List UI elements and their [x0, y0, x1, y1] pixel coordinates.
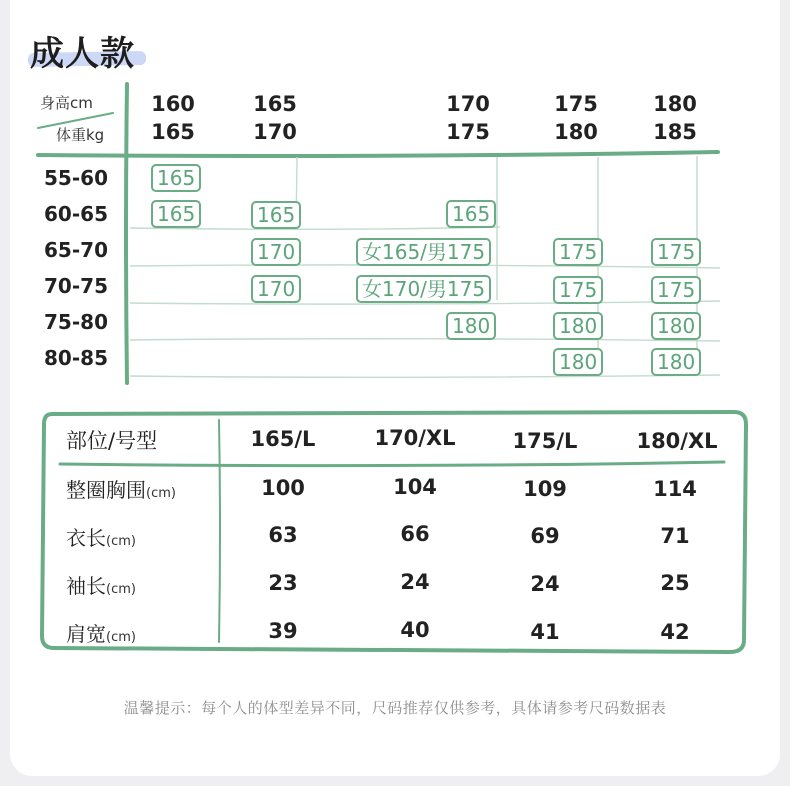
weight-axis-label: 体重kg	[56, 126, 105, 144]
size-tag: 165	[251, 201, 301, 229]
size-tag: 180	[446, 312, 496, 340]
weight-row-6: 80-85	[44, 346, 108, 370]
table-cell: 71	[660, 524, 690, 548]
table-row-label: 肩宽(cm)	[66, 622, 136, 646]
table-cell: 23	[268, 571, 298, 595]
size-tip-note: 温馨提示：每个人的体型差异不同，尺码推荐仅供参考，具体请参考尺码数据表	[123, 699, 667, 717]
table-cell: 109	[523, 477, 567, 501]
weight-row-4: 70-75	[44, 274, 108, 298]
weight-row-2: 60-65	[44, 202, 108, 226]
size-tag: 女165/男175	[356, 238, 491, 266]
table-cell: 69	[530, 524, 560, 548]
table-cell: 41	[530, 620, 560, 644]
size-tag: 165	[151, 164, 201, 192]
height-col-2: 165 170	[253, 92, 297, 144]
height-col-5: 180 185	[653, 92, 697, 144]
table-cell: 63	[268, 523, 298, 547]
size-tag: 180	[651, 348, 701, 376]
table-cell: 104	[393, 475, 437, 499]
size-tag: 175	[553, 238, 603, 266]
size-tag: 180	[651, 312, 701, 340]
table-cell: 40	[400, 618, 430, 642]
table-row-label: 衣长(cm)	[66, 526, 136, 550]
table-header-size: 175/L	[512, 429, 578, 453]
size-tag: 170	[251, 275, 301, 303]
table-row-label: 整圈胸围(cm)	[66, 478, 176, 502]
size-tag: 180	[553, 312, 603, 340]
size-tag: 175	[651, 276, 701, 304]
table-row-label: 袖长(cm)	[66, 574, 136, 598]
size-tag: 175	[651, 238, 701, 266]
table-cell: 42	[660, 620, 690, 644]
page-title: 成人款	[30, 34, 135, 74]
size-tag: 180	[553, 348, 603, 376]
size-tag: 170	[251, 238, 301, 266]
table-header-size: 180/XL	[636, 429, 718, 453]
table-cell: 39	[268, 619, 298, 643]
size-tag: 175	[553, 276, 603, 304]
table-cell: 100	[261, 476, 305, 500]
size-tag: 165	[151, 200, 201, 228]
table-cell: 25	[660, 571, 690, 595]
table-header-size: 170/XL	[374, 426, 456, 450]
height-col-3: 170 175	[446, 92, 490, 144]
table-header-label: 部位/号型	[66, 429, 158, 453]
height-col-1: 160 165	[151, 92, 195, 144]
weight-row-1: 55-60	[44, 166, 108, 190]
table-cell: 24	[400, 570, 430, 594]
height-axis-label: 身高cm	[40, 94, 93, 112]
size-tag: 女170/男175	[356, 275, 491, 303]
weight-row-3: 65-70	[44, 238, 108, 262]
table-cell: 114	[653, 477, 697, 501]
table-cell: 66	[400, 522, 430, 546]
height-col-4: 175 180	[554, 92, 598, 144]
size-tag: 165	[446, 200, 496, 228]
table-header-size: 165/L	[250, 427, 316, 451]
table-cell: 24	[530, 572, 560, 596]
weight-row-5: 75-80	[44, 310, 108, 334]
